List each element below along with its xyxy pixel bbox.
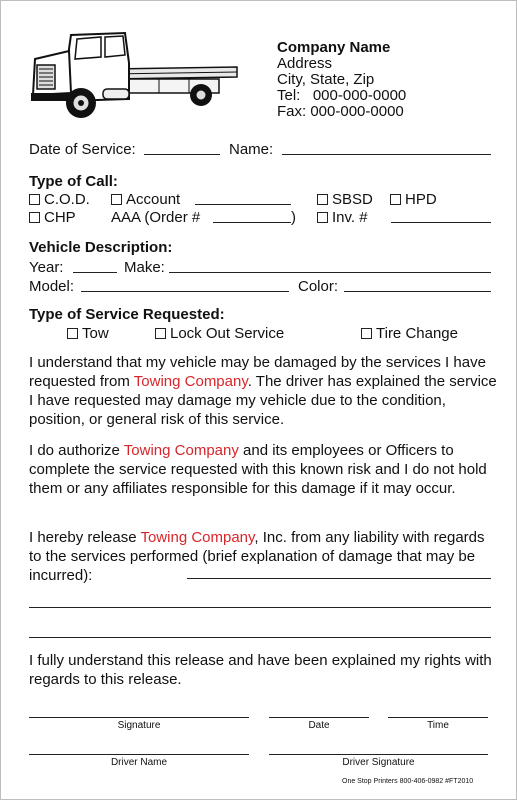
driver-signature-field[interactable] (269, 754, 488, 755)
release-paragraph-2: I do authorize Towing Company and its employees or Officers to complete the service requested with this known risk and I do not hold them or any affiliates responsible for this damage if it may occur. (29, 442, 487, 497)
model-field[interactable] (81, 291, 289, 292)
towing-company-name: Towing Company (133, 373, 248, 390)
inv-option[interactable]: Inv. # (317, 209, 368, 227)
year-label: Year: (29, 259, 64, 276)
company-tel: Tel: 000-000-0000 (277, 87, 407, 104)
towing-company-name: Towing Company (140, 529, 255, 546)
company-address: Address (277, 55, 333, 72)
towing-company-name: Towing Company (123, 442, 239, 459)
hpd-option[interactable]: HPD (390, 191, 437, 209)
checkbox-icon[interactable] (317, 194, 328, 205)
aaa-order-field[interactable] (213, 222, 291, 223)
checkbox-icon[interactable] (29, 194, 40, 205)
date-label: Date (308, 720, 330, 731)
aaa-close: ) (291, 209, 296, 226)
color-label: Color: (298, 278, 339, 295)
date-of-service-field[interactable] (144, 154, 220, 155)
type-of-call-heading: Type of Call: (29, 173, 118, 190)
account-field[interactable] (195, 204, 291, 205)
signature-label: Signature (117, 720, 161, 731)
inv-field[interactable] (391, 222, 491, 223)
service-heading: Type of Service Requested: (29, 306, 225, 323)
checkbox-icon[interactable] (67, 328, 78, 339)
printer-footer: One Stop Printers 800-406-0982 #FT2010 (342, 778, 474, 785)
sbsd-option[interactable]: SBSD (317, 191, 373, 209)
signature-field[interactable] (29, 717, 249, 718)
release-paragraph-1: I understand that my vehicle may be damaged by the services I have requested from Towing Company. The driver has explained the service I have requested may damage my vehicle due to the condition, position, or general risk of this service. (29, 354, 497, 428)
checkbox-icon[interactable] (361, 328, 372, 339)
tire-change-option[interactable]: Tire Change (361, 325, 458, 343)
aaa-label: AAA (Order # (111, 209, 201, 226)
account-option[interactable]: Account (111, 191, 180, 209)
make-label: Make: (124, 259, 165, 276)
checkbox-icon[interactable] (317, 212, 328, 223)
company-city: City, State, Zip (277, 71, 375, 88)
name-label: Name: (229, 141, 274, 158)
driver-signature-label: Driver Signature (342, 757, 415, 768)
make-field[interactable] (169, 272, 491, 273)
lockout-option[interactable]: Lock Out Service (155, 325, 284, 343)
model-label: Model: (29, 278, 75, 295)
driver-name-field[interactable] (29, 754, 249, 755)
damage-explanation-line-2[interactable] (29, 607, 491, 608)
checkbox-icon[interactable] (111, 194, 122, 205)
checkbox-icon[interactable] (29, 212, 40, 223)
checkbox-icon[interactable] (390, 194, 401, 205)
date-field[interactable] (269, 717, 369, 718)
release-paragraph-4: I fully understand this release and have been explained my rights with regards to this release. (29, 652, 492, 688)
color-field[interactable] (344, 291, 491, 292)
name-field[interactable] (282, 154, 491, 155)
flatbed-tow-truck-icon (29, 29, 239, 121)
damage-explanation-line-3[interactable] (29, 637, 491, 638)
release-paragraph-3: I hereby release Towing Company, Inc. from any liability with regards to the services performed (brief explanation of damage that may be incurred): (29, 529, 485, 584)
company-fax: Fax: 000-000-0000 (277, 103, 404, 120)
cod-option[interactable]: C.O.D. (29, 191, 90, 209)
year-field[interactable] (73, 272, 117, 273)
tow-option[interactable]: Tow (67, 325, 109, 343)
damage-explanation-line-1[interactable] (187, 578, 491, 579)
time-field[interactable] (388, 717, 488, 718)
date-of-service-label: Date of Service: (29, 141, 136, 158)
company-name: Company Name (277, 39, 391, 56)
time-label: Time (427, 720, 449, 731)
checkbox-icon[interactable] (155, 328, 166, 339)
driver-name-label: Driver Name (110, 757, 168, 768)
chp-option[interactable]: CHP (29, 209, 76, 227)
vehicle-description-heading: Vehicle Description: (29, 239, 173, 256)
